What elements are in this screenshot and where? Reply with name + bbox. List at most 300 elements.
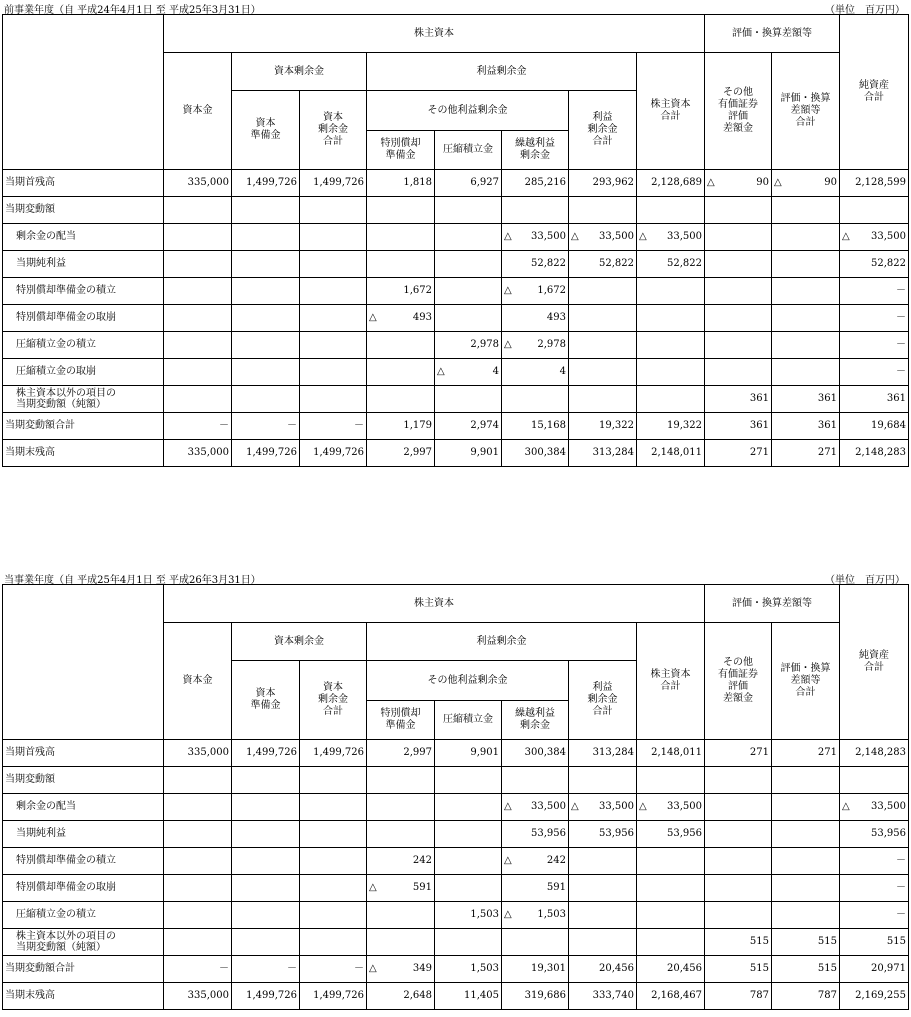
value-cell [367, 902, 435, 929]
value-cell [569, 197, 637, 224]
value-cell [637, 197, 705, 224]
value-cell [840, 305, 909, 332]
value-text: 90 [824, 177, 837, 188]
value-text: 293,962 [592, 177, 634, 188]
row-label: 圧縮積立金の積立 [3, 332, 164, 359]
value-text: 4 [559, 366, 566, 377]
value-cell [705, 413, 772, 440]
value-cell [232, 440, 300, 467]
negative-triangle-icon: △ [369, 882, 377, 893]
value-cell [772, 359, 840, 386]
value-cell [232, 170, 300, 197]
value-text: 20,456 [667, 963, 702, 974]
value-cell [705, 767, 772, 794]
value-cell [840, 821, 909, 848]
value-cell [840, 767, 909, 794]
value-cell [435, 359, 502, 386]
value-cell [435, 278, 502, 305]
value-cell [502, 305, 569, 332]
value-cell [569, 305, 637, 332]
value-cell [705, 848, 772, 875]
table-row [3, 983, 909, 1010]
value-text: 515 [749, 963, 769, 974]
value-cell [300, 251, 367, 278]
value-cell [840, 929, 909, 956]
table-row [3, 821, 909, 848]
value-text: 1,672 [537, 285, 566, 296]
value-cell [232, 413, 300, 440]
value-cell [502, 170, 569, 197]
value-text: 52,822 [871, 258, 906, 269]
value-cell [435, 794, 502, 821]
value-cell [569, 170, 637, 197]
value-text: 52,822 [531, 258, 566, 269]
value-cell [164, 197, 232, 224]
table-row [3, 767, 909, 794]
value-cell [300, 359, 367, 386]
value-cell [569, 332, 637, 359]
value-cell [232, 929, 300, 956]
value-cell [435, 386, 502, 413]
value-text: 1,179 [403, 420, 432, 431]
value-cell [705, 251, 772, 278]
value-cell [840, 956, 909, 983]
value-cell [705, 332, 772, 359]
value-text: 1,503 [470, 909, 499, 920]
value-cell [164, 386, 232, 413]
value-text: － [896, 312, 906, 323]
value-cell [840, 875, 909, 902]
value-cell [300, 386, 367, 413]
negative-triangle-icon: △ [369, 963, 377, 974]
value-cell [637, 821, 705, 848]
value-cell [705, 875, 772, 902]
header-retained-brought-forward: 繰越利益 剰余金 [502, 131, 569, 170]
value-text: 300,384 [524, 747, 566, 758]
value-cell [300, 305, 367, 332]
value-text: 335,000 [187, 747, 229, 758]
equity-statement-table [2, 14, 909, 467]
header-capital-reserve: 資本 準備金 [232, 661, 300, 740]
value-cell [772, 278, 840, 305]
value-text: 493 [546, 312, 566, 323]
value-cell [502, 332, 569, 359]
value-cell [164, 305, 232, 332]
row-label: 当期変動額 [3, 767, 164, 794]
value-cell [232, 848, 300, 875]
value-text: 11,405 [464, 990, 499, 1001]
negative-triangle-icon: △ [842, 231, 850, 242]
value-cell [637, 386, 705, 413]
value-cell [164, 794, 232, 821]
value-text: 2,128,599 [855, 177, 906, 188]
value-text: 285,216 [524, 177, 566, 188]
negative-triangle-icon: △ [504, 231, 512, 242]
value-cell [569, 440, 637, 467]
value-cell [502, 767, 569, 794]
value-cell [705, 305, 772, 332]
value-text: － [896, 366, 906, 377]
value-cell [367, 956, 435, 983]
value-text: 361 [749, 420, 769, 431]
negative-triangle-icon: △ [504, 909, 512, 920]
value-cell [164, 929, 232, 956]
value-cell [164, 440, 232, 467]
value-text: － [896, 339, 906, 350]
value-cell [300, 224, 367, 251]
value-text: 313,284 [592, 447, 634, 458]
value-cell [367, 794, 435, 821]
row-label: 当期首残高 [3, 740, 164, 767]
value-cell [164, 413, 232, 440]
value-cell [502, 251, 569, 278]
value-text: 2,997 [403, 447, 432, 458]
value-text: 361 [886, 393, 906, 404]
value-cell [705, 278, 772, 305]
value-cell [232, 821, 300, 848]
value-text: 242 [546, 855, 566, 866]
value-text: 591 [412, 882, 432, 893]
value-cell [772, 386, 840, 413]
value-cell [300, 440, 367, 467]
value-cell [502, 875, 569, 902]
table-row [3, 929, 909, 956]
value-cell [502, 359, 569, 386]
value-cell [435, 767, 502, 794]
row-label: 当期変動額 [3, 197, 164, 224]
value-cell [772, 821, 840, 848]
value-cell [367, 440, 435, 467]
negative-triangle-icon: △ [504, 339, 512, 350]
header-securities-valuation: その他 有価証券 評価 差額金 [705, 53, 772, 170]
value-cell [435, 821, 502, 848]
table-row [3, 251, 909, 278]
value-cell [840, 251, 909, 278]
header-shareholders-equity: 株主資本 [164, 15, 705, 53]
header-retained-earnings-total: 利益 剰余金 合計 [569, 661, 637, 740]
value-cell [705, 170, 772, 197]
value-cell [164, 359, 232, 386]
table-row [3, 278, 909, 305]
value-cell [772, 983, 840, 1010]
value-cell [637, 440, 705, 467]
header-retained-brought-forward: 繰越利益 剰余金 [502, 701, 569, 740]
value-cell [164, 170, 232, 197]
value-cell [164, 956, 232, 983]
value-cell [232, 902, 300, 929]
value-cell [569, 956, 637, 983]
value-cell [300, 794, 367, 821]
value-text: 2,974 [470, 420, 499, 431]
value-text: 1,503 [537, 909, 566, 920]
value-text: 335,000 [187, 447, 229, 458]
value-text: 2,148,283 [855, 447, 906, 458]
header-shareholders-equity-total: 株主資本 合計 [637, 623, 705, 740]
value-text: 335,000 [187, 990, 229, 1001]
header-advanced-depreciation-reserve: 圧縮積立金 [435, 701, 502, 740]
value-cell [300, 413, 367, 440]
value-cell [840, 794, 909, 821]
value-text: 333,740 [592, 990, 634, 1001]
value-cell [705, 956, 772, 983]
value-cell [502, 413, 569, 440]
value-text: 1,499,726 [246, 177, 297, 188]
value-cell [502, 386, 569, 413]
value-text: 19,322 [667, 420, 702, 431]
value-cell [637, 875, 705, 902]
value-cell [367, 929, 435, 956]
value-cell [840, 440, 909, 467]
statement-section-prior-year [0, 0, 911, 467]
negative-triangle-icon: △ [504, 285, 512, 296]
header-other-retained-earnings: その他利益剰余金 [367, 91, 569, 131]
value-text: 1,499,726 [246, 747, 297, 758]
value-cell [300, 740, 367, 767]
row-label: 当期末残高 [3, 440, 164, 467]
value-cell [705, 386, 772, 413]
value-cell [300, 170, 367, 197]
table-row [3, 956, 909, 983]
value-cell [367, 848, 435, 875]
table-row [3, 170, 909, 197]
value-cell [569, 359, 637, 386]
value-cell [637, 902, 705, 929]
value-cell [300, 956, 367, 983]
value-cell [705, 224, 772, 251]
value-cell [300, 278, 367, 305]
value-cell [435, 902, 502, 929]
value-cell [502, 197, 569, 224]
value-cell [367, 332, 435, 359]
value-cell [502, 848, 569, 875]
value-cell [232, 983, 300, 1010]
value-cell [164, 902, 232, 929]
value-cell [637, 278, 705, 305]
negative-triangle-icon: △ [504, 801, 512, 812]
row-label: 当期純利益 [3, 251, 164, 278]
value-text: 1,818 [403, 177, 432, 188]
value-text: 271 [749, 747, 769, 758]
negative-triangle-icon: △ [842, 801, 850, 812]
value-cell [502, 902, 569, 929]
value-text: 319,686 [524, 990, 566, 1001]
row-label: 特別償却準備金の積立 [3, 848, 164, 875]
value-cell [502, 740, 569, 767]
row-label: 当期首残高 [3, 170, 164, 197]
value-cell [232, 875, 300, 902]
value-text: 591 [546, 882, 566, 893]
value-text: 361 [817, 420, 837, 431]
value-cell [367, 413, 435, 440]
value-text: 1,499,726 [313, 177, 364, 188]
value-cell [772, 902, 840, 929]
value-cell [435, 305, 502, 332]
table-row [3, 875, 909, 902]
value-text: 52,822 [667, 258, 702, 269]
value-cell [772, 767, 840, 794]
value-cell [367, 305, 435, 332]
row-label: 剰余金の配当 [3, 794, 164, 821]
value-cell [300, 875, 367, 902]
value-cell [569, 251, 637, 278]
value-cell [569, 902, 637, 929]
table-row [3, 197, 909, 224]
value-cell [300, 197, 367, 224]
value-cell [840, 332, 909, 359]
value-text: 335,000 [187, 177, 229, 188]
header-capital-surplus: 資本剰余金 [232, 623, 367, 661]
value-text: 33,500 [531, 801, 566, 812]
value-cell [772, 251, 840, 278]
row-label-header [3, 585, 164, 740]
value-cell [300, 767, 367, 794]
value-text: 33,500 [599, 231, 634, 242]
value-cell [840, 170, 909, 197]
value-text: 19,684 [871, 420, 906, 431]
header-retained-earnings: 利益剰余金 [367, 53, 637, 91]
header-capital-surplus: 資本剰余金 [232, 53, 367, 91]
value-cell [569, 413, 637, 440]
negative-triangle-icon: △ [707, 177, 715, 188]
value-cell [232, 251, 300, 278]
value-text: 9,901 [470, 447, 499, 458]
header-capital-stock: 資本金 [164, 53, 232, 170]
value-cell [367, 170, 435, 197]
value-cell [164, 848, 232, 875]
value-cell [435, 332, 502, 359]
table-row [3, 794, 909, 821]
value-cell [772, 440, 840, 467]
negative-triangle-icon: △ [437, 366, 445, 377]
value-text: 1,499,726 [246, 447, 297, 458]
value-text: － [354, 420, 364, 431]
header-retained-earnings: 利益剰余金 [367, 623, 637, 661]
value-cell [300, 983, 367, 1010]
value-cell [772, 740, 840, 767]
value-text: 271 [817, 747, 837, 758]
header-net-assets-total: 純資産 合計 [840, 585, 909, 740]
value-text: － [287, 420, 297, 431]
value-cell [435, 875, 502, 902]
value-cell [637, 848, 705, 875]
value-text: 4 [492, 366, 499, 377]
value-cell [164, 224, 232, 251]
value-text: 2,148,011 [651, 447, 702, 458]
header-special-depreciation-reserve: 特別償却 準備金 [367, 701, 435, 740]
value-cell [705, 794, 772, 821]
value-cell [840, 413, 909, 440]
value-cell [637, 224, 705, 251]
value-text: 20,456 [599, 963, 634, 974]
value-cell [367, 821, 435, 848]
value-text: 9,901 [470, 747, 499, 758]
value-cell [569, 386, 637, 413]
value-text: 1,499,726 [313, 447, 364, 458]
value-text: － [896, 285, 906, 296]
value-cell [435, 413, 502, 440]
value-cell [164, 332, 232, 359]
value-cell [367, 359, 435, 386]
value-cell [840, 740, 909, 767]
value-cell [435, 224, 502, 251]
value-text: 2,148,011 [651, 747, 702, 758]
value-text: 1,499,726 [313, 990, 364, 1001]
value-text: 2,997 [403, 747, 432, 758]
header-capital-reserve: 資本 準備金 [232, 91, 300, 170]
value-cell [300, 929, 367, 956]
value-text: 787 [817, 990, 837, 1001]
value-cell [300, 848, 367, 875]
value-text: － [287, 963, 297, 974]
table-row [3, 902, 909, 929]
negative-triangle-icon: △ [504, 855, 512, 866]
value-cell [300, 332, 367, 359]
value-cell [637, 305, 705, 332]
header-capital-stock: 資本金 [164, 623, 232, 740]
value-text: 33,500 [531, 231, 566, 242]
table-row [3, 413, 909, 440]
value-cell [164, 278, 232, 305]
value-cell [569, 740, 637, 767]
value-cell [232, 956, 300, 983]
value-cell [705, 929, 772, 956]
value-text: 6,927 [470, 177, 499, 188]
value-text: 53,956 [531, 828, 566, 839]
value-cell [367, 251, 435, 278]
value-cell [435, 197, 502, 224]
value-text: 787 [749, 990, 769, 1001]
value-cell [569, 983, 637, 1010]
value-cell [232, 224, 300, 251]
table-row [3, 359, 909, 386]
value-cell [772, 197, 840, 224]
value-text: 2,168,467 [651, 990, 702, 1001]
value-cell [569, 794, 637, 821]
value-cell [232, 278, 300, 305]
value-cell [840, 902, 909, 929]
value-cell [637, 767, 705, 794]
value-text: 515 [817, 963, 837, 974]
value-cell [569, 767, 637, 794]
value-cell [637, 170, 705, 197]
table-body [3, 170, 909, 467]
value-text: 300,384 [524, 447, 566, 458]
value-cell [232, 794, 300, 821]
value-text: 1,672 [403, 285, 432, 296]
value-cell [502, 983, 569, 1010]
row-label: 特別償却準備金の取崩 [3, 875, 164, 902]
value-cell [164, 740, 232, 767]
header-retained-earnings-total: 利益 剰余金 合計 [569, 91, 637, 170]
value-cell [502, 794, 569, 821]
value-text: 20,971 [871, 963, 906, 974]
equity-statement-table [2, 584, 909, 1010]
row-label: 圧縮積立金の取崩 [3, 359, 164, 386]
value-cell [772, 848, 840, 875]
unit-label: （単位 百万円） [825, 575, 905, 586]
value-cell [637, 929, 705, 956]
value-text: 19,301 [531, 963, 566, 974]
value-cell [435, 440, 502, 467]
table-row [3, 305, 909, 332]
value-cell [772, 224, 840, 251]
value-cell [164, 767, 232, 794]
value-text: － [219, 963, 229, 974]
header-shareholders-equity-total: 株主資本 合計 [637, 53, 705, 170]
value-text: 515 [749, 936, 769, 947]
value-cell [637, 413, 705, 440]
value-text: 242 [412, 855, 432, 866]
